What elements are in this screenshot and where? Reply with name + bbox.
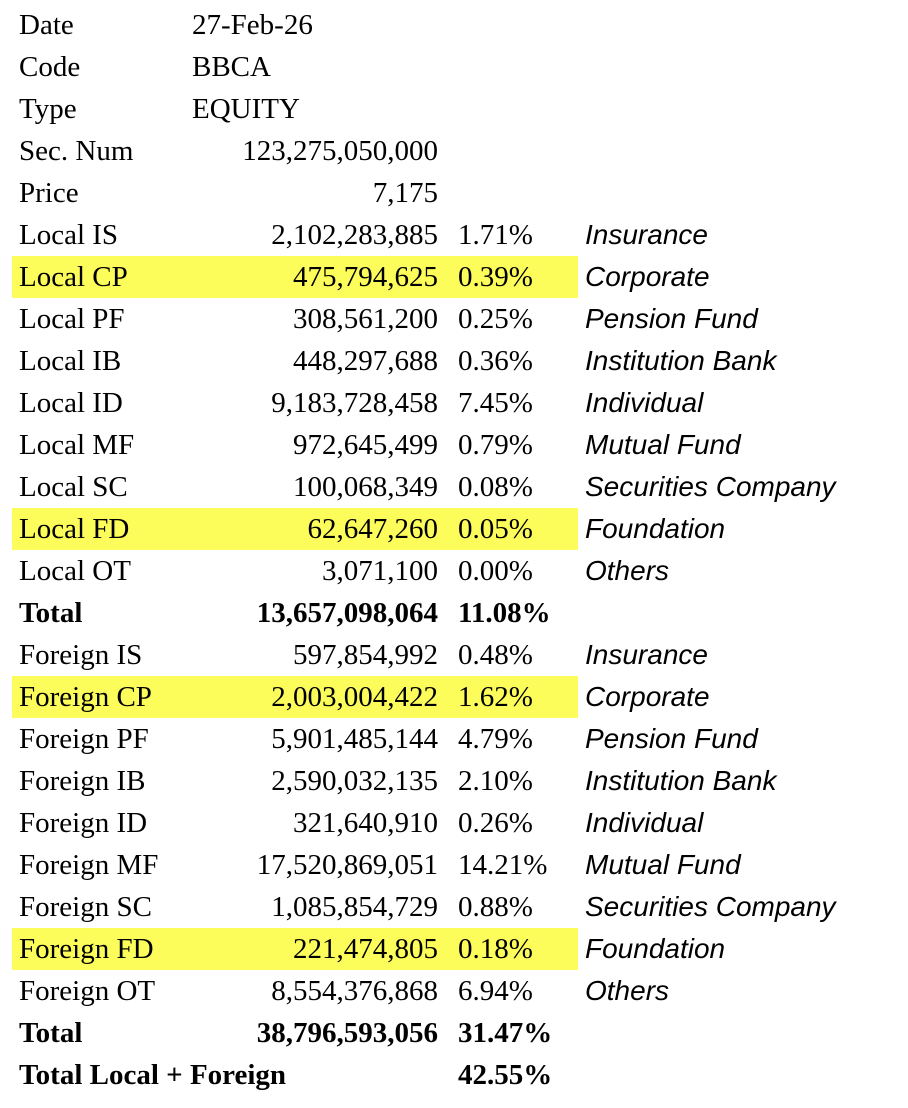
percent-value: 0.05% [458, 513, 533, 545]
sec-num-value: 123,275,050,000 [242, 135, 438, 167]
shares-value: 475,794,625 [293, 261, 438, 293]
investor-code: Local IS [19, 219, 119, 251]
local-row-ib [0, 340, 908, 382]
shares-value: 17,520,869,051 [256, 849, 438, 881]
local-row-ot [0, 550, 908, 592]
percent-value: 4.79% [458, 723, 533, 755]
percent-value: 0.08% [458, 471, 533, 503]
local-total-percent: 11.08% [458, 597, 551, 629]
investor-type: Insurance [585, 219, 708, 250]
percent-value: 2.10% [458, 765, 533, 797]
percent-value: 0.00% [458, 555, 533, 587]
percent-value: 1.71% [458, 219, 533, 251]
ownership-sheet [0, 4, 908, 1096]
foreign-row-ot [0, 970, 908, 1012]
foreign-row-ib [0, 760, 908, 802]
local-row-mf [0, 424, 908, 466]
type-label: Type [19, 93, 77, 125]
investor-type: Individual [585, 807, 704, 838]
shares-value: 100,068,349 [293, 471, 438, 503]
shares-value: 5,901,485,144 [271, 723, 438, 755]
shares-value: 2,003,004,422 [271, 681, 438, 713]
shares-value: 972,645,499 [293, 429, 438, 461]
shares-value: 3,071,100 [322, 555, 438, 587]
shares-value: 321,640,910 [293, 807, 438, 839]
percent-value: 0.79% [458, 429, 533, 461]
foreign-total-percent: 31.47% [458, 1017, 553, 1049]
shares-value: 597,854,992 [293, 639, 438, 671]
investor-type: Insurance [585, 639, 708, 670]
investor-code: Foreign CP [19, 681, 152, 713]
investor-type: Mutual Fund [585, 429, 741, 460]
shares-value: 1,085,854,729 [271, 891, 438, 923]
shares-value: 9,183,728,458 [271, 387, 438, 419]
local-row-is [0, 214, 908, 256]
grand-total-row [0, 1054, 908, 1096]
investor-code: Local SC [19, 471, 128, 503]
shares-value: 2,102,283,885 [271, 219, 438, 251]
investor-code: Foreign ID [19, 807, 148, 839]
local-row-cp [0, 256, 908, 298]
investor-type: Mutual Fund [585, 849, 741, 880]
shares-value: 448,297,688 [293, 345, 438, 377]
investor-type: Corporate [585, 681, 710, 712]
shares-value: 308,561,200 [293, 303, 438, 335]
shares-value: 2,590,032,135 [271, 765, 438, 797]
percent-value: 0.88% [458, 891, 533, 923]
percent-value: 14.21% [458, 849, 548, 881]
foreign-row-fd [0, 928, 908, 970]
percent-value: 0.18% [458, 933, 533, 965]
foreign-total-row [0, 1012, 908, 1054]
investor-type: Others [585, 975, 670, 1006]
percent-value: 0.39% [458, 261, 533, 293]
investor-type: Securities Company [585, 471, 836, 502]
foreign-row-cp [0, 676, 908, 718]
investor-type: Institution Bank [585, 345, 777, 376]
price-row [0, 172, 908, 214]
code-value: BBCA [192, 51, 271, 83]
investor-code: Local CP [19, 261, 128, 293]
investor-type: Corporate [585, 261, 710, 292]
local-total-label: Total [19, 597, 83, 629]
percent-value: 0.36% [458, 345, 533, 377]
foreign-row-pf [0, 718, 908, 760]
foreign-row-mf [0, 844, 908, 886]
investor-code: Foreign OT [19, 975, 156, 1007]
investor-code: Foreign FD [19, 933, 154, 965]
investor-type: Pension Fund [585, 303, 758, 334]
investor-type: Others [585, 555, 670, 586]
type-value: EQUITY [192, 93, 300, 125]
investor-type: Securities Company [585, 891, 836, 922]
grand-total-label: Total Local + Foreign [19, 1059, 287, 1091]
investor-code: Local FD [19, 513, 130, 545]
investor-code: Foreign MF [19, 849, 159, 881]
local-total-shares: 13,657,098,064 [256, 597, 438, 629]
investor-type: Foundation [585, 933, 726, 964]
investor-code: Foreign IS [19, 639, 143, 671]
foreign-row-id [0, 802, 908, 844]
local-total-row [0, 592, 908, 634]
local-row-id [0, 382, 908, 424]
grand-total-percent: 42.55% [458, 1059, 553, 1091]
percent-value: 1.62% [458, 681, 533, 713]
investor-code: Local PF [19, 303, 125, 335]
foreign-row-sc [0, 886, 908, 928]
foreign-total-label: Total [19, 1017, 83, 1049]
percent-value: 6.94% [458, 975, 533, 1007]
investor-type: Individual [585, 387, 704, 418]
code-label: Code [19, 51, 81, 83]
investor-code: Local MF [19, 429, 135, 461]
local-row-fd [0, 508, 908, 550]
sec-num-row [0, 130, 908, 172]
shares-value: 62,647,260 [307, 513, 438, 545]
investor-code: Foreign PF [19, 723, 149, 755]
date-value: 27-Feb-26 [192, 9, 313, 41]
date-row [0, 4, 908, 46]
percent-value: 0.26% [458, 807, 533, 839]
investor-type: Institution Bank [585, 765, 777, 796]
sec-num-label: Sec. Num [19, 135, 134, 167]
foreign-total-shares: 38,796,593,056 [256, 1017, 438, 1049]
investor-type: Pension Fund [585, 723, 758, 754]
shares-value: 8,554,376,868 [271, 975, 438, 1007]
price-value: 7,175 [372, 177, 438, 209]
percent-value: 7.45% [458, 387, 533, 419]
percent-value: 0.25% [458, 303, 533, 335]
investor-type: Foundation [585, 513, 726, 544]
local-row-pf [0, 298, 908, 340]
shares-value: 221,474,805 [293, 933, 438, 965]
price-label: Price [19, 177, 79, 209]
investor-code: Foreign IB [19, 765, 146, 797]
investor-code: Local ID [19, 387, 123, 419]
investor-code: Local OT [19, 555, 131, 587]
percent-value: 0.48% [458, 639, 533, 671]
type-row [0, 88, 908, 130]
foreign-row-is [0, 634, 908, 676]
local-row-sc [0, 466, 908, 508]
code-row [0, 46, 908, 88]
investor-code: Foreign SC [19, 891, 152, 923]
investor-code: Local IB [19, 345, 122, 377]
date-label: Date [19, 9, 74, 41]
